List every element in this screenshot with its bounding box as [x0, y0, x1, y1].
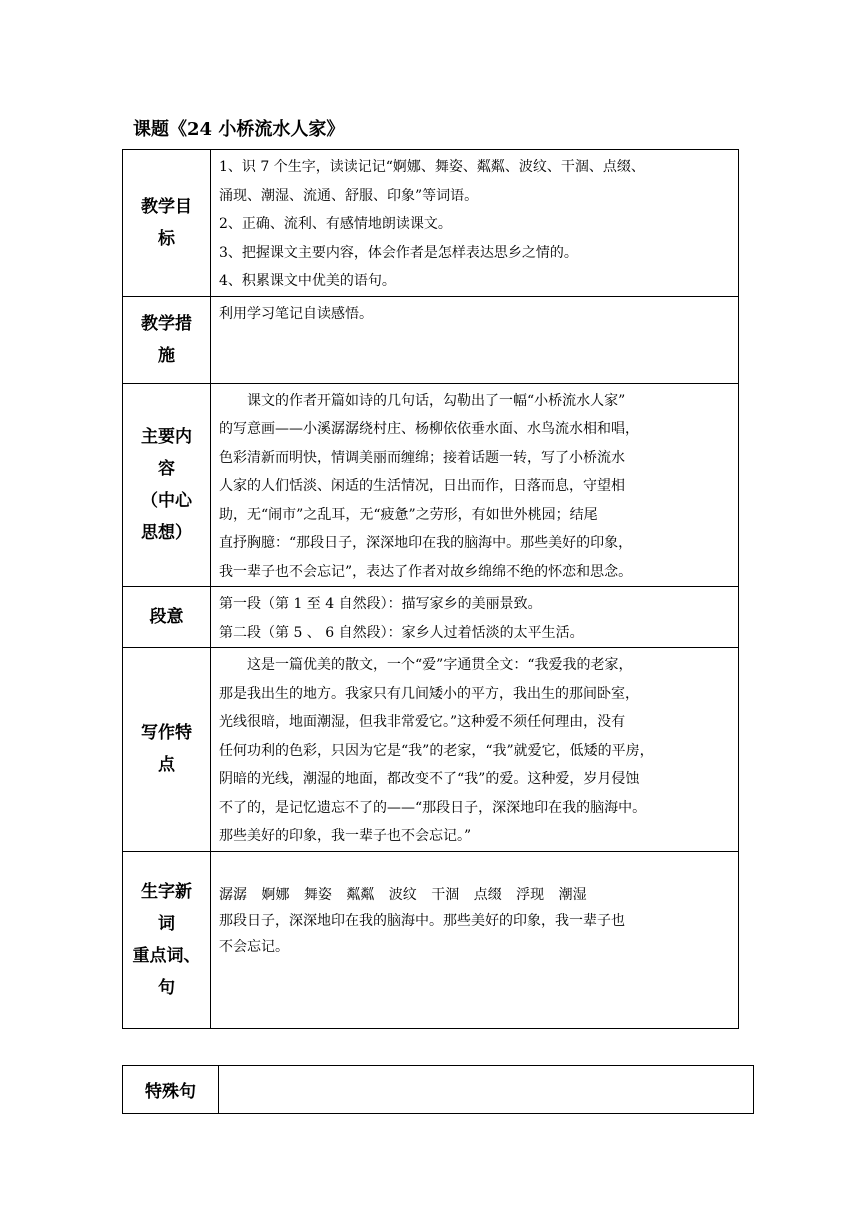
objectives-content: 1、识 7 个生字，读读记记“婀娜、舞姿、粼粼、波纹、干涸、点缀、 涌现、潮湿、流通、舒服、印象”等词语。 2、正确、流利、有感情地朗读课文。 3、把握课文主要内容，体会作者是怎样表达思乡之情的。 4、积累课文中优美的语句。	[211, 150, 739, 297]
row-label-main-content: 主要内 容 （中心 思想）	[123, 383, 211, 587]
special-value	[219, 1066, 754, 1114]
row-label-vocab: 生字新 词 重点词、 句	[123, 851, 211, 1028]
table-row	[123, 648, 739, 852]
special-sentence-table	[122, 1065, 754, 1114]
special-label: 特殊句	[123, 1066, 219, 1114]
main-content-text: 课文的作者开篇如诗的几句话，勾勒出了一幅“小桥流水人家” 的写意画——小溪潺潺绕村庄、杨柳依依垂水面、水鸟流水相和唱， 色彩清新而明快，情调美丽而缠绵；接着话题一转，写了小桥流水 人家的人们恬淡、闲适的生活情况，日出而作，日落而息，守望相 助，无“闹市”之乱耳，无“疲惫”之劳形，有如世外桃园；结尾 直抒胸臆：“那段日子，深深地印在我的脑海中。那些美好的印象， 我一辈子也不会忘记”，表达了作者对故乡绵绵不绝的怀恋和思念。	[211, 383, 739, 587]
vocab-content: 潺潺 婀娜 舞姿 粼粼 波纹 干涸 点缀 浮现 潮湿 那段日子，深深地印在我的脑海中。那些美好的印象，我一辈子也 不会忘记。	[211, 851, 739, 1028]
paragraphs-content: 第一段（第 1 至 4 自然段）：描写家乡的美丽景致。 第二段（第 5 、 6 自然段）：家乡人过着恬淡的太平生活。	[211, 587, 739, 648]
table-row	[123, 383, 739, 587]
row-label-measures: 教学措 施	[123, 296, 211, 383]
table-row	[123, 150, 739, 297]
table-row	[123, 296, 739, 383]
row-label-paragraphs: 段意	[123, 587, 211, 648]
row-label-objectives: 教学目 标	[123, 150, 211, 297]
page-title: 课题《24 小桥流水人家》	[133, 119, 345, 140]
measures-content: 利用学习笔记自读感悟。	[211, 296, 739, 383]
table-row	[123, 851, 739, 1028]
row-label-writing: 写作特 点	[123, 648, 211, 852]
table-row	[123, 1066, 754, 1114]
lesson-table	[122, 149, 739, 1029]
table-row	[123, 587, 739, 648]
writing-content: 这是一篇优美的散文，一个“爱”字通贯全文：“我爱我的老家， 那是我出生的地方。我家只有几间矮小的平方，我出生的那间卧室， 光线很暗，地面潮湿，但我非常爱它。”这种爱不须任何理由，没有 任何功利的色彩，只因为它是“我”的老家，“我”就爱它，低矮的平房， 阴暗的光线，潮湿的地面，都改变不了“我”的爱。这种爱，岁月侵蚀 不了的，是记忆遗忘不了的——“那段日子，深深地印在我的脑海中。 那些美好的印象，我一辈子也不会忘记。”	[211, 648, 739, 852]
